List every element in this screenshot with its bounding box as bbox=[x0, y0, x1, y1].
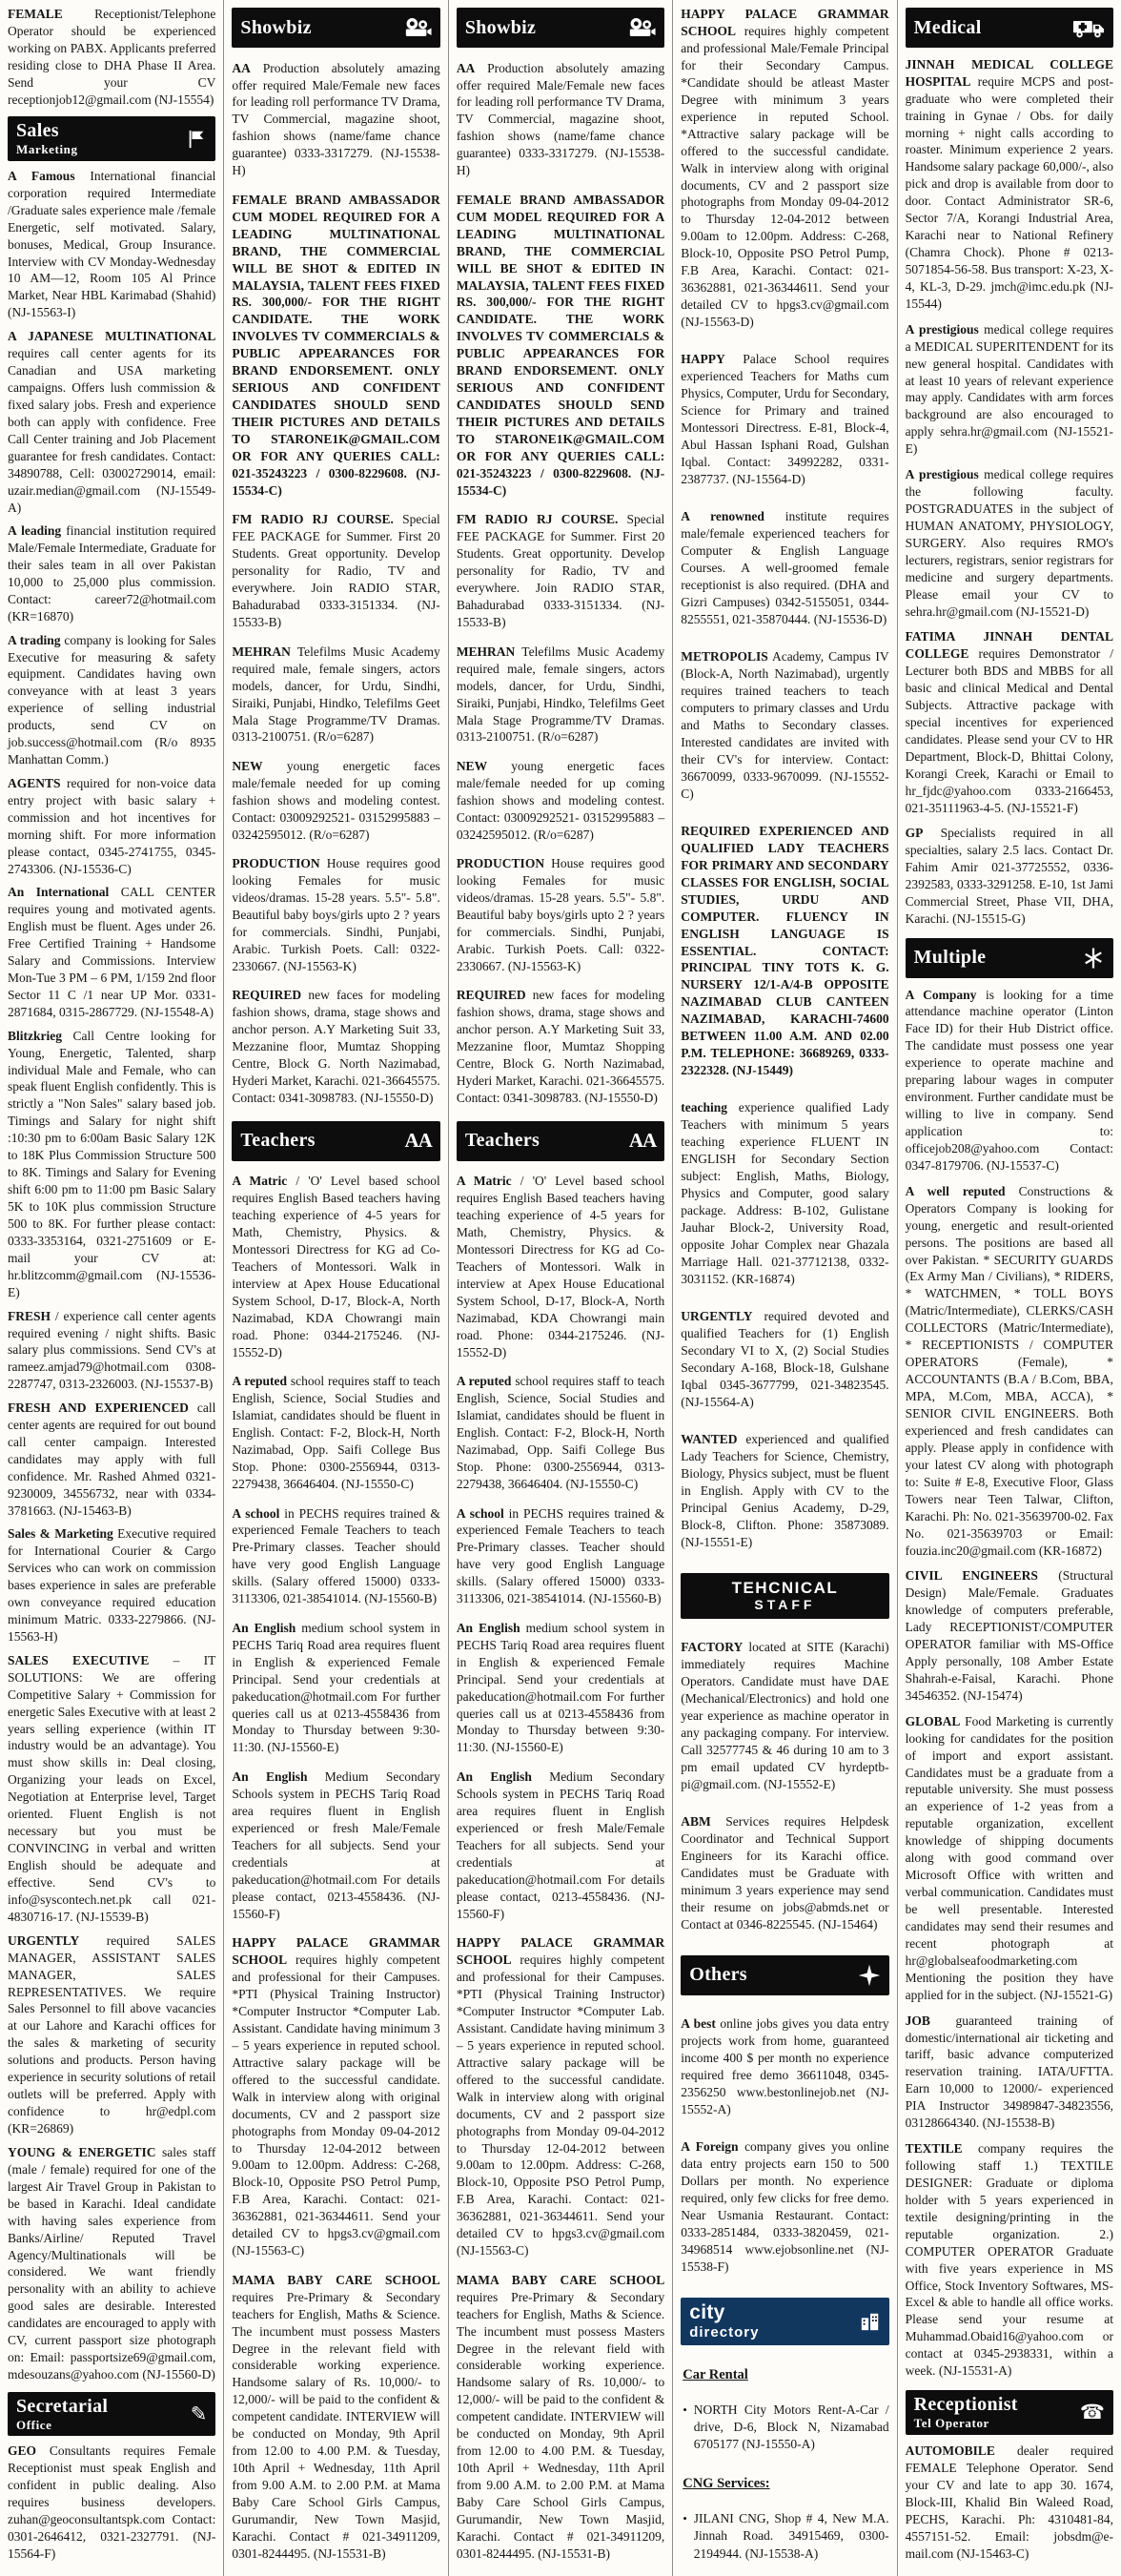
ad-text: located at SITE (Karachi) immediately requires Machine Operators. Candidate must have DAE (Mechanical/Electronics) and hold one year experience as machine operator in any packaging company. For interview. Call 32577745 & 46 during 10 am to 3 pm email updated CV hyrdeptb-pi@gmail.com. (NJ-15552-E) bbox=[681, 1640, 889, 1791]
classified-ad bbox=[681, 508, 888, 628]
ad-text: House requires good looking Females for music videos/dramas. 15-28 years. 5.5"- 5.8". Beautiful baby boys/girls upto 2 ? years for commercials. Sindhi, Punjabi, Arabic. Turkish Poets. Call: 0322-2330667. (NJ-15563-K) bbox=[232, 856, 440, 973]
ad-lead: REQUIRED bbox=[456, 988, 526, 1003]
ad-text: financial institution required Male/Female Intermediate, Graduate for their sales team in all over Pakistan 10,000 to 25,000 plus commission. Contact: career72@hotmail.com (KR=16870) bbox=[8, 523, 216, 624]
classified-ad bbox=[457, 2272, 664, 2563]
classified-ad bbox=[906, 2140, 1113, 2380]
ad-lead: A leading bbox=[8, 523, 62, 539]
ad-text: CUM MODEL REQUIRED FOR A LEADING MULTINATIONAL BRAND, THE COMMERCIAL WILL BE SHOT & EDITED IN MALAYSIA, TALENT FEES FIXED RS. 300,000/- FOR THE RIGHT CANDIDATE. THE WORK INVOLVES TV COMMERCIALS & PUBLIC APPEARANCES FOR BRAND ENDORSEMENT. ONLY SERIOUS AND CONFIDENT CANDIDATES SHOULD SEND THEIR PICTURES AND DETAILS TO STARONE1K@GMAIL.COM OR FOR ANY QUERIES CALL: 021-35243223 / 0300-8229608. (NJ-15534-C) bbox=[232, 209, 440, 498]
section-header-text bbox=[689, 1965, 747, 1985]
column-1 bbox=[0, 0, 223, 2576]
classified-ad bbox=[906, 2443, 1113, 2563]
classified-ad bbox=[906, 825, 1113, 928]
section-header-text bbox=[914, 18, 982, 38]
classified-ad bbox=[906, 628, 1113, 816]
ad-lead: A Matric bbox=[232, 1174, 288, 1189]
ad-text: required devoted and qualified Teachers for (1) English Secondary VI to X, (2) Social Studies Secondary A-168, Block-18, Gulshane Iqbal 0345-3677799, 021-34823545. (NJ-15564-A) bbox=[681, 1309, 889, 1409]
section-header-multiple bbox=[906, 938, 1113, 978]
ad-lead: FM RADIO RJ COURSE. bbox=[456, 512, 619, 527]
ad-text: school requires staff to teach English, Science, Social Studies and Islamiat, candidates should be fluent in English. Contact: F-2, Block-H, North Nazimabad, Opp. Saifi College Bus Stop. Phone: 0300-2556944, 0313-2279438, 36646404. (NJ-15550-C) bbox=[456, 1374, 665, 1491]
ad-lead: REQUIRED EXPERIENCED AND QUALIFIED LADY TEACHERS bbox=[681, 823, 889, 855]
ad-text: call center agents are required for out bound call center campaign. Interested candidates may apply with full confidence. Mr. Rashed Ahmed 0321-9230009, 34556732, near with 0334-3781663. (NJ-15463-B) bbox=[8, 1400, 216, 1518]
pen-icon: ✎ bbox=[190, 2402, 208, 2425]
ad-lead: REQUIRED bbox=[232, 988, 302, 1003]
section-title: Secretarial bbox=[16, 2395, 109, 2417]
ad-text: Palace School requires experienced Teachers for Maths cum Physics, Computer, Urdu for Secondary, Science for Primary and trained Montessori Directress. E-81, Block-4, Abul Hassan Isphani Road, Gulshan Iqbal. Contact: 34992282, 0331-2387737. (NJ-15564-D) bbox=[681, 352, 889, 486]
classified-ad bbox=[681, 1813, 888, 1933]
ad-text: Services requires Helpdesk Coordinator and Technical Support Engineers for its Karachi office. Candidates must be Graduate with minimum 3 years experience may send their resume on jobs@abmds.net or Contact at 0346-8225545. (NJ-15464) bbox=[681, 1813, 889, 1932]
ad-lead: A renowned bbox=[681, 509, 764, 524]
section-header-medical bbox=[906, 8, 1113, 48]
ad-lead: FRESH AND EXPERIENCED bbox=[8, 1400, 189, 1415]
ad-lead: An English bbox=[456, 1620, 520, 1635]
ad-text: in PECHS requires trained & experienced Female Teachers to teach Pre-Primary classes. Teacher should have very good English Language skills. (Salary offered 15000) 0333-3113306, 021-38541014. (NJ-15560-B) bbox=[456, 1505, 665, 1606]
ad-lead: HAPPY PALACE GRAMMAR SCHOOL bbox=[232, 1935, 440, 1968]
ad-text: CALL CENTER requires young and motivated agents. English must be fluent. Ages under 26. Free Certified Training + Handsome Salary and Commissions. Interview Mon-Tue 3 PM – 6 PM, 1/159 2nd floor Sector 11 C /1 near UP Mor. 0331-2871684, 0315-2867729. (NJ-15548-A) bbox=[8, 885, 216, 1019]
ad-text: Consultants requires Female Receptionist must speak English and confident in public dealing. Also requires business developers. zuhan@geoconsultantspk.com Contact: 0301-2646412, 0321-2327791. (NJ-15564-F) bbox=[8, 2443, 216, 2561]
ad-lead: JINNAH MEDICAL COLLEGE HOSPITAL bbox=[905, 56, 1114, 89]
ad-lead: HAPPY PALACE GRAMMAR SCHOOL bbox=[456, 1935, 665, 1968]
classified-ad bbox=[8, 168, 215, 322]
classified-ad bbox=[906, 1183, 1113, 1560]
ambulance-icon bbox=[1072, 17, 1105, 39]
ad-lead: A reputed bbox=[456, 1374, 512, 1389]
ad-text: / 'O' Level based school requires English Based teachers having teaching experience of 4-5 years for Math, Chemistry, Physics. & Montessori Directress for KG ad Co-Teachers of Montessori. Walk in interview at Apex House Educational System School, D-17, Block-A, North Nazimabad, KDA Chowrangi main road. Phone: 0344-2175246. (NJ-15552-D) bbox=[456, 1174, 665, 1360]
ad-lead: GEO bbox=[8, 2443, 37, 2459]
ad-text: Production absolutely amazing offer required Male/Female new faces for leading roll performance TV Drama, TV Commercial, magazine shoot, fashion shows (name/fame chance guarantee) 0333-3317279. (NJ-15538-H) bbox=[456, 60, 665, 178]
ad-text: new faces for modeling fashion shows, drama, stage shows and anchor person. A.Y Marketing Suit 33, Mezzanine floor, Mumtaz Shopping Centre, Block G. North Nazimabad, Hyderi Market, Karachi. 021-36645575. Contact: 0341-3098783. (NJ-15550-D) bbox=[456, 988, 665, 1106]
classified-ad bbox=[232, 1934, 439, 2259]
ad-lead: MEHRAN bbox=[232, 644, 291, 659]
ad-lead: A reputed bbox=[232, 1374, 288, 1389]
section-header-text bbox=[16, 2397, 108, 2432]
section-header-secretarial bbox=[8, 2392, 215, 2437]
ad-lead: FATIMA JINNAH DENTAL COLLEGE bbox=[905, 629, 1114, 662]
ad-text: is looking for a time attendance machine operator (Linton Face ID) for their Hub District office. The candidate must possess one year experience to operate machine and preparing labour wages in computer environment. Further candidate must be willing to live in company. Send application to: officejob208@yahoo.com Contact: 0347-8179706. (NJ-15537-C) bbox=[905, 987, 1114, 1174]
ad-text: school requires staff to teach English, Science, Social Studies and Islamiat, candidates should be fluent in English. Contact: F-2, Block-H, North Nazimabad, Opp. Saifi College Bus Stop. Phone: 0300-2556944, 0313-2279438, 36646404. (NJ-15550-C) bbox=[232, 1374, 440, 1491]
section-title: Sales bbox=[16, 120, 59, 142]
classified-ad bbox=[8, 1525, 215, 1646]
classified-ad bbox=[457, 855, 664, 975]
telephone-icon: ☎ bbox=[1079, 2400, 1106, 2423]
ad-lead: MAMA BABY CARE SCHOOL bbox=[232, 2272, 440, 2287]
ad-lead: A school bbox=[232, 1505, 280, 1521]
ad-text: requires Pre-Primary & Secondary teachers for English, Maths & Science. The incumbent must possess Masters Degree in the relevant field with considerable working experience. Handsome salary of Rs. 10,000/- to 12,000/- will be paid to the confident & competent candidate. INTERVIEW will be conducted on Monday, 9th April from 12.00 to 4.00 P.M. & Tuesday, 10th April + Wednesday, 11th April from 9.00 A.M. to 2.00 P.M. at Mama Baby Care School Girls Campus, Gurumandir, New Town Masjid, Karachi. Contact # 021-34911209, 0301-8244495. (NJ-15531-B) bbox=[232, 2289, 440, 2561]
ad-text: require MCPS and post-graduate who were completed their training in Gynae / Obs. for daily morning + night calls according to roaster. Minimum experience 2 years. Handsome salary package 60,000/-, also pick and drop is available from door to door. Contact Administrator SR-6, Sector 7/A, Korangi Industrial Area, Karachi near to National Refinery (Chamra Chock). Phone # 0213-5071854-56-58. Bus transport: X-23, X-4, KL-3, D-29. jmch@imc.edu.pk (NJ-15544) bbox=[905, 73, 1114, 312]
classified-ad bbox=[457, 987, 664, 1107]
classified-ad bbox=[681, 1639, 888, 1793]
classified-ad bbox=[906, 2013, 1113, 2133]
ad-lead: METROPOLIS bbox=[681, 649, 768, 664]
ad-text: Call Centre looking for Young, Energetic, Talented, sharp individual Male and Female, who can speak fluent English confidently. This is strictly a "Non Sales" salary based job. Timings and Salary for night shift :10:30 pm to 6:00am Basic Salary 12K to 18K Plus Commission Structure 500 to 8K. Timings and Salary for Evening shift 6:00 pm to 11:00 pm Basic Salary 5K to 10K plus commission Structure 500 to 8K. For further please contact: 0333-3353164, 0321-2751609 or E-mail your CV at: hr.blitzcomm@gmail.com (NJ-15536-E) bbox=[8, 1028, 216, 1299]
ad-text: Academy, Campus IV (Block-A, North Nazimabad), urgently requires trained teachers to teach computers to primary classes and Urdu and Maths to Secondary classes. Interested candidates are invited with their CV's for interview. Contact: 36670099, 0333-9670099. (NJ-15552-C) bbox=[681, 649, 889, 801]
ad-text: Production absolutely amazing offer required Male/Female new faces for leading roll performance TV Drama, TV Commercial, magazine shoot, fashion shows (name/fame chance guarantee) 0333-3317279. (NJ-15538-H) bbox=[232, 60, 440, 178]
ad-text: requires Demonstrator / Lecturer both BDS and MBBS for all basic and clinical Medical and Dental Subjects. Attractive package with special incentives for experienced candidates. Please send your CV to HR Department, Block-D, Bhittai Colony, Korangi Creek, Karachi or Email to hr_fjdc@yahoo.com 0333-2166453, 021-35111963-4-5. (NJ-15521-F) bbox=[905, 646, 1114, 815]
classified-ad bbox=[8, 884, 215, 1021]
ad-text: Executive required for International Courier & Cargo Services who can work on commission bases experience in sales are preferable own conveyance required education minimum Matric. 0333-2279866. (NJ-15563-H) bbox=[8, 1526, 216, 1645]
section-header-tehcnical bbox=[681, 1573, 888, 1619]
section-subtitle: directory bbox=[689, 2323, 760, 2341]
classified-ad bbox=[681, 2138, 888, 2276]
section-title: TEHCNICAL bbox=[731, 1578, 839, 1597]
ad-text: required SALES MANAGER, ASSISTANT SALES MANAGER, SALES REPRESENTATIVES. We require Sales Personnel to fill above vacancies at our Lahore and Karachi offices for the sales & marketing of security solutions and products. Person having experience in security solutions of retail outlets will be preferred. Apply with confidence to hr@edpl.com (KR=26869) bbox=[8, 1932, 216, 2136]
classified-ad bbox=[681, 1308, 888, 1411]
directory-item-text: JILANI CNG, Shop # 4, New M.A. Jinnah Road. 34915469, 0300-2194944. (NJ-15538-A) bbox=[693, 2511, 889, 2561]
ad-lead: FEMALE BRAND AMBASSADOR bbox=[456, 192, 665, 207]
classified-ad bbox=[457, 511, 664, 631]
ad-lead: TEXTILE bbox=[905, 2140, 963, 2156]
ad-lead: AGENTS bbox=[8, 775, 61, 790]
section-header-text bbox=[732, 1580, 839, 1613]
classified-ad bbox=[8, 2443, 215, 2563]
ad-lead: teaching bbox=[681, 1100, 727, 1115]
flag-chart-icon bbox=[186, 129, 207, 150]
ad-text: Food Marketing is currently looking for candidates for the position of import and export assistant. Candidates must be a graduate from a reputable university. She must possess an experience of 1-2 yeas from a reputable organization, excellent knowledge of shipping documents along with good command over Microsoft Office with written and verbal communication. Candidates must be well presentable. Interested candidates may send their resumes and recent photograph at hr@globalseafoodmarketing.com Mentioning the position they have applied for in the subject. (NJ-15521-G) bbox=[905, 1713, 1114, 2002]
ad-lead: NEW bbox=[232, 758, 263, 773]
section-header-text bbox=[465, 18, 536, 38]
classified-ad bbox=[8, 328, 215, 516]
ad-text: Medium Secondary Schools system in PECHS Tariq Road area requires fluent in English experienced or fresh Male/Female Teachers for all subjects. Send your credentials at pakeducation@hotmail.com For details please contact, 0213-4558436. (NJ-15560-F) bbox=[456, 1768, 665, 1921]
ad-text: in PECHS requires trained & experienced Female Teachers to teach Pre-Primary classes. Teacher should have very good English Language skills. (Salary offered 15000) 0333-3113306, 021-38541014. (NJ-15560-B) bbox=[232, 1505, 440, 1606]
ad-lead: GLOBAL bbox=[905, 1713, 961, 1728]
directory-item bbox=[683, 2510, 888, 2563]
column-3 bbox=[448, 0, 672, 2576]
ad-text: (Structural Design) Male/Female. Graduates knowledge of computers preferable, Lady RECEPTIONIST/COMPUTER OPERATOR familiar with MS-Office Apply personally, 108 Amber Estate Shahrah-e-Faisal, Karachi. Phone 34546352. (NJ-15474) bbox=[905, 1568, 1114, 1704]
bullet-dot: • bbox=[683, 2402, 687, 2418]
ad-text: young energetic faces male/female needed for up coming fashion shows and modeling contest. Contact: 03009292521- 03152995883 – 03242595012. (R/o=6287) bbox=[456, 758, 665, 842]
ad-lead: HAPPY bbox=[681, 352, 725, 367]
ad-lead: A Famous bbox=[8, 168, 75, 183]
ad-lead: Blitzkrieg bbox=[8, 1028, 62, 1043]
ad-lead: An English bbox=[456, 1768, 532, 1784]
classified-ad bbox=[457, 1620, 664, 1757]
classified-ad bbox=[457, 1373, 664, 1493]
ad-lead: AUTOMOBILE bbox=[905, 2443, 995, 2459]
ad-text: requires highly competent and professional for their Campuses. *PTI (Physical Training Instructor) *Computer Instructor *Computer Lab. Assistant. Candidate having minimum 3 – 5 years experience in reputed school. Attractive salary package will be offered to the successful candidate. Walk in interview along with original documents, CV and 2 passport size photographs from Monday 09-04-2012 to Thursday 12-04-2012 between 9.00am to 12.00pm. Address: C-268, Block-10, Opposite PSO Petrol Pump, F.B Area, Karachi. Contact: 021-36362881, 021-36344611. Send your detailed CV to hpgs3.cv@gmail.com (NJ-15563-C) bbox=[456, 1952, 665, 2259]
ad-text: sales staff (male / female) required for one of the largest Air Travel Group in Pakistan to be based in Karachi. Ideal candidate with having sales experience from Banks/Airline/ Reputed Travel Agency/Multinationals will be considered. We want friendly personality with an ability to achieve good sales are desirable. Interested candidates are encouraged to apply with CV, current passport size photograph on: Email: passportsize69@gmail.com, mdesouzans@yahoo.com (NJ-15560-D) bbox=[8, 2144, 216, 2382]
section-subtitle: Tel Operator bbox=[913, 2415, 989, 2430]
classified-ad bbox=[457, 644, 664, 746]
classified-ad bbox=[457, 192, 664, 500]
section-subtitle: Marketing bbox=[16, 142, 78, 157]
classified-ad bbox=[457, 758, 664, 844]
ad-lead: FACTORY bbox=[681, 1640, 744, 1655]
ad-lead: An English bbox=[232, 1620, 296, 1635]
classified-ad bbox=[232, 758, 439, 844]
ad-lead: ABM bbox=[681, 1813, 711, 1829]
classified-ad bbox=[8, 1308, 215, 1394]
section-header-city bbox=[681, 2298, 888, 2345]
section-title: Others bbox=[689, 1964, 747, 1986]
classified-ad bbox=[681, 351, 888, 488]
ad-lead: YOUNG & ENERGETIC bbox=[8, 2144, 156, 2159]
ad-lead: GP bbox=[905, 826, 924, 841]
classified-ad bbox=[232, 60, 439, 180]
ad-lead: WANTED bbox=[681, 1432, 738, 1447]
buildings-icon bbox=[860, 2311, 881, 2332]
ad-lead: FRESH bbox=[8, 1308, 51, 1323]
ad-text: International financial corporation required Intermediate /Graduate sales experience male /female Energetic, self motivated. Salary, bonuses, Medical, Group Insurance. Interview with CV Monday-Wednesday 10 AM—12, Room 105 Al Prince Market, Near HBL Karimabad (Shahid) (NJ-15563-I) bbox=[8, 168, 216, 320]
ad-lead: MEHRAN bbox=[456, 644, 516, 659]
section-header-text bbox=[240, 18, 311, 38]
ad-lead: URGENTLY bbox=[681, 1309, 753, 1324]
ad-text: online jobs gives you data entry projects work from home, guaranteed income 400 $ per month no experience required free demo 36611048, 0345-2356250 www.bestonlinejob.net (NJ-15552-A) bbox=[681, 2016, 889, 2116]
classified-ad bbox=[232, 1620, 439, 1757]
ad-lead: A Company bbox=[905, 987, 977, 1002]
ad-text: – IT SOLUTIONS: We are offering Competitive Salary + Commission for energetic Sales Executive with at least 2 years selling experience (within IT industry would be an advantage). You must show skills in: Deal closing, Organizing your leads on Excel, Negotiation at Enterprise level, Target oriented. Fluent English is not necessary but you must be CONVINCING in verbal and written English should be adequate and effective. Send CV's to info@syscontech.net.pk call 021-4830716-17. (NJ-15539-B) bbox=[8, 1652, 216, 1925]
section-header-receptionist bbox=[906, 2390, 1113, 2435]
section-title: Multiple bbox=[913, 947, 987, 969]
section-header-showbiz bbox=[232, 8, 439, 48]
ad-text: Specialists required in all specialties, salary 2.5 lacs. Contact Dr. Fahim Amir 021-37725552, 0336-2392583, 0333-3291258. E-10, 1st Jami Commercial Street, Phase VII, DHA, Karachi. (NJ-15515-G) bbox=[905, 826, 1114, 927]
section-header-teachers bbox=[232, 1121, 439, 1161]
classified-ad bbox=[232, 1373, 439, 1493]
ad-text: Special FEE PACKAGE for Summer. First 20 Students. Great opportunity. Develop personality for Radio, TV and everywhere. Join RADIO STAR, Bahadurabad 0333-3151334. (NJ-15533-B) bbox=[232, 512, 440, 630]
ad-lead: FEMALE BRAND AMBASSADOR bbox=[232, 192, 440, 207]
section-title: Teachers bbox=[464, 1130, 540, 1152]
classified-ad bbox=[906, 466, 1113, 621]
ad-lead: A prestigious bbox=[905, 321, 979, 337]
classified-ad bbox=[457, 1173, 664, 1360]
ad-lead: A best bbox=[681, 2016, 716, 2032]
ad-lead: A Foreign bbox=[681, 2138, 739, 2154]
classified-ad bbox=[681, 6, 888, 331]
ad-lead: MAMA BABY CARE SCHOOL bbox=[456, 2272, 665, 2287]
ad-text: medium school system in PECHS Tariq Road area requires fluent in English & experienced Female Principal. Send your credentials at pakeducation@hotmail.com For further queries call us at 0213-4558436 from Monday to Thursday between 9:30-11:30. (NJ-15560-E) bbox=[456, 1620, 665, 1755]
classified-ad bbox=[457, 1505, 664, 1608]
classified-ad bbox=[8, 632, 215, 769]
classified-ad bbox=[232, 2272, 439, 2563]
classified-ad bbox=[906, 1567, 1113, 1705]
column-2 bbox=[223, 0, 447, 2576]
ad-lead: FEMALE bbox=[8, 7, 63, 21]
directory-subhead: CNG Services: bbox=[683, 2475, 770, 2491]
classified-ad bbox=[457, 60, 664, 180]
section-title: Medical bbox=[913, 16, 982, 38]
ad-text: experienced and qualified Lady Teachers for Science, Chemistry, Biology, Physics subject, must be fluent in English. Apply with CV to the Principal Genius Academy, D-29, Block-8, Clifton. Phone: 35873089. (NJ-15551-E) bbox=[681, 1432, 889, 1549]
classified-ad bbox=[681, 648, 888, 803]
ad-text: experience qualified Lady Teachers with minimum 5 years teaching experience FLUENT IN ENGLISH for Secondary Section subject: English, Maths, Biology, Physics and Computer, good salary package. Address: B-102, Gulistane Jauhar Block-2, University Road, opposite Johar Complex near Ghazala Marriage Hall. 021-37712138, 0332-3031152. (KR-16874) bbox=[681, 1100, 889, 1286]
section-header-text bbox=[240, 1131, 315, 1151]
classified-ad bbox=[232, 1768, 439, 1923]
ad-text: medical college requires a MEDICAL SUPERITENDENT for its new general hospital. Candidates with at least 10 years of relevant experience may apply. Candidates with arm forces background are also encouraged to apply sehra.hr@gmail.com (NJ-15521-E) bbox=[905, 321, 1114, 457]
section-header-text bbox=[16, 121, 78, 156]
classified-ad bbox=[906, 1713, 1113, 2004]
ad-lead: AA bbox=[456, 60, 476, 75]
ad-lead: Sales & Marketing bbox=[8, 1526, 113, 1542]
ad-text: Constructions & Operators Company is looking for young, energetic and result-oriented persons. The positions are based all over Pakistan. * SECURITY GUARDS (Ex Army Man / Civilians), * RIDERS, * WATCHMEN, * TOLL BOYS (Matric/Intermediate), CLERKS/CASH COLLECTORS (Matric/Intermediate), * RECEPTIONISTS / COMPUTER OPERATORS (Female), * ACCOUNTANTS (B.A / B.Com, BBA, MPA, M.Com, MBA, ACCA), * SENIOR CIVIL ENGINEERS. Both experienced and fresh candidates can apply. Please apply in confidence with your latest CV along with photograph to: Suite # E-8, Executive Floor, Glass Towers near Teen Talwar, Clifton, Karachi. Ph: No. 021-35639700-02. Fax No. 021-35639703 or Email: fouzia.inc20@gmail.com (KR-16872) bbox=[905, 1183, 1114, 1558]
ad-text: requires call center agents for its Canadian and USA marketing campaigns. Offers lush commission & fixed salary jobs. Fresh and experience both can apply with confidence. Free Call Center training and Job Placement guarantee for fresh candidates. Contact: 34890788, Cell: 03002729014, email: uzair.median@gmail.com (NJ-15549-A) bbox=[8, 345, 216, 515]
ad-text: medical college requires the following faculty. POSTGRADUATES in the subject of HUMAN ANATOMY, PHYSIOLOGY, SURGERY. Also requires RMO's lecturers, registrars, senior registrars for medicine and surgery departments. Please email your CV to sehra.hr@gmail.com (NJ-15521-D) bbox=[905, 466, 1114, 619]
ad-lead: SALES EXECUTIVE bbox=[8, 1652, 150, 1667]
classified-ad bbox=[681, 1431, 888, 1551]
ad-lead: NEW bbox=[456, 758, 488, 773]
ad-lead: CIVIL ENGINEERS bbox=[905, 1568, 1038, 1584]
classified-ad bbox=[906, 987, 1113, 1175]
ad-text: young energetic faces male/female needed for up coming fashion shows and modeling contest. Contact: 03009292521- 03152995883 – 03242595012. (R/o=6287) bbox=[232, 758, 440, 842]
ad-text: Medium Secondary Schools system in PECHS Tariq Road area requires fluent in English experienced or fresh Male/Female Teachers for all subjects. Send your credentials at pakeducation@hotmail.com For details please contact, 0213-4558436. (NJ-15560-F) bbox=[232, 1768, 440, 1921]
classified-ad bbox=[232, 855, 439, 975]
classified-ad bbox=[232, 511, 439, 631]
ad-text: institute requires male/female experienced teachers for Computer & English Language Courses. A well-groomed female receptionist is also required. (DHA and Gizri Campuses) 0342-5155051, 0344-8255551, 021-35870444. (NJ-15536-D) bbox=[681, 509, 889, 626]
classified-ad bbox=[8, 1932, 215, 2137]
ad-text: required for non-voice data entry project with basic salary + commission and hot incentives for morning shift. For more information please contact, 0345-2741755, 0345-2743306. (NJ-15536-C) bbox=[8, 775, 216, 876]
film-projector-icon bbox=[403, 17, 432, 39]
column-4 bbox=[672, 0, 896, 2576]
asterisk-star-icon bbox=[1082, 947, 1105, 970]
section-title: Showbiz bbox=[464, 16, 537, 38]
classified-ad bbox=[8, 2144, 215, 2383]
aa-letters-icon: AA bbox=[628, 1129, 657, 1153]
ad-text: Special FEE PACKAGE for Summer. First 20 Students. Great opportunity. Develop personality for Radio, TV and everywhere. Join RADIO STAR, Bahadurabad 0333-3151334. (NJ-15533-B) bbox=[456, 512, 665, 630]
classified-ad bbox=[906, 321, 1113, 459]
section-header-text bbox=[465, 1131, 540, 1151]
film-projector-icon bbox=[627, 17, 656, 39]
ad-lead: AA bbox=[232, 60, 251, 75]
section-title: Teachers bbox=[240, 1130, 316, 1152]
ad-text: dealer required FEMALE Telephone Operator. Send your CV and late to app 30. 1674, Block-III, Khalid Bin Waleed Road, PECHS, Karachi. Ph: 4310481-84, 4557151-52. Email: jobsdm@e-mail.com (NJ-15463-C) bbox=[905, 2443, 1114, 2561]
section-subtitle: STAFF bbox=[754, 1597, 816, 1613]
ad-text: / 'O' Level based school requires English Based teachers having teaching experience of 4-5 years for Math, Chemistry, Physics. & Montessori Directress for KG ad Co-Teachers of Montessori. Walk in interview at Apex House Educational System School, D-17, Block-A, North Nazimabad, KDA Chowrangi main road. Phone: 0344-2175246. (NJ-15552-D) bbox=[232, 1174, 440, 1360]
ad-lead: JOB bbox=[905, 2013, 930, 2028]
ad-lead: PRODUCTION bbox=[232, 856, 320, 871]
classified-ad bbox=[681, 1099, 888, 1287]
ad-lead: A well reputed bbox=[905, 1183, 1006, 1198]
ad-lead: A Matric bbox=[456, 1174, 512, 1189]
classified-ad bbox=[232, 987, 439, 1107]
ad-text: Receptionist/Telephone Operator should be experienced working on PABX. Applicants preferred residing close to DHA Phase II Area. Send your CV receptionjob12@gmail.com (NJ-15554) bbox=[8, 7, 216, 107]
ad-lead: An International bbox=[8, 885, 110, 900]
ad-text: Telefilms Music Academy required male, female singers, actors models, dancer, for Urdu, Sindhi, Siraiki, Punjabi, Hindko, Telefilms Geet Mala Stage Programme/TV Dramas. 0313-2100751. (R/o=6287) bbox=[456, 644, 665, 745]
classified-ad bbox=[8, 1652, 215, 1926]
ad-lead: A trading bbox=[8, 632, 61, 647]
section-header-sales bbox=[8, 116, 215, 161]
section-title: Receptionist bbox=[913, 2393, 1018, 2415]
classified-ad bbox=[8, 6, 215, 109]
section-header-text bbox=[914, 2395, 1018, 2430]
classified-ad bbox=[232, 644, 439, 746]
ad-lead: A JAPANESE MULTINATIONAL bbox=[8, 329, 216, 343]
ad-text: company is looking for Sales Executive for measuring & safety equipment. Candidates having own conveyance with at least 3 years experience of selling industrial products, send CV on job.success@hotmail.com (R/o 8935 Manhattan Comm.) bbox=[8, 632, 216, 767]
classified-ad bbox=[8, 1028, 215, 1301]
section-header-text bbox=[689, 2302, 759, 2341]
ad-text: guaranteed training of domestic/international air ticketing and tariff, basic advance computerized reservation training. IATA/UFTTA. Earn 10,000 to 12000/- experienced PIA Instructor 34989847-34823556, 03128664340. (NJ-15538-B) bbox=[905, 2013, 1114, 2131]
classified-ad bbox=[232, 1173, 439, 1360]
classified-ad bbox=[906, 56, 1113, 313]
ad-lead: An English bbox=[232, 1768, 308, 1784]
bullet-dot: • bbox=[683, 2511, 687, 2526]
ad-lead: URGENTLY bbox=[8, 1932, 80, 1948]
ad-lead: PRODUCTION bbox=[456, 856, 545, 871]
ad-text: requires highly competent and professional for their Campuses. *PTI (Physical Training Instructor) *Computer Instructor *Computer Lab. Assistant. Candidate having minimum 3 – 5 years experience in reputed school. Attractive salary package will be offered to the successful candidate. Walk in interview along with original documents, CV and 2 passport size photographs from Monday 09-04-2012 to Thursday 12-04-2012 between 9.00am to 12.00pm. Address: C-268, Block-10, Opposite PSO Petrol Pump, F.B Area, Karachi. Contact: 021-36362881, 021-36344611. Send your detailed CV to hpgs3.cv@gmail.com (NJ-15563-C) bbox=[232, 1952, 440, 2259]
directory-subhead: Car Rental bbox=[683, 2366, 748, 2382]
four-point-star-icon bbox=[858, 1964, 881, 1987]
ad-text: requires highly competent and professional Male/Female Principal for their Secondary Campus. *Candidate should be atleast Master Degree with minimum 3 years experience in reputed School. *Attractive salary package will be offered to the successful candidate. Walk in interview along with original documents, CV and 2 passport size photographs from Monday 09-04-2012 to Thursday 12-04-2012 between 9.00am to 12.00pm. Address: C-268, Block-10, Opposite PSO Petrol Pump, F.B Area, Karachi. Contact: 021-36362881, 021-36344611. Send your detailed CV to hpgs3.cv@gmail.com (NJ-15563-D) bbox=[681, 23, 889, 330]
section-subtitle: Office bbox=[16, 2417, 52, 2432]
classified-ad bbox=[232, 1505, 439, 1608]
ad-lead: A school bbox=[456, 1505, 504, 1521]
ad-text: requires Pre-Primary & Secondary teachers for English, Maths & Science. The incumbent must possess Masters Degree in the relevant field with considerable working experience. Handsome salary of Rs. 10,000/- to 12,000/- will be paid to the confident & competent candidate. INTERVIEW will be conducted on Monday, 9th April from 12.00 to 4.00 P.M. & Tuesday, 10th April + Wednesday, 11th April from 9.00 A.M. to 2.00 P.M. at Mama Baby Care School Girls Campus, Gurumandir, New Town Masjid, Karachi. Contact # 021-34911209, 0301-8244495. (NJ-15531-B) bbox=[456, 2289, 665, 2561]
directory-item-text: NORTH City Motors Rent-A-Car / drive, D-6, Block N, Nizamabad 6705177 (NJ-15550-A) bbox=[693, 2402, 889, 2452]
section-header-showbiz bbox=[457, 8, 664, 48]
classified-ad bbox=[8, 775, 215, 878]
ad-lead: A prestigious bbox=[905, 466, 979, 481]
classified-ad bbox=[457, 1768, 664, 1923]
ad-lead: FM RADIO RJ COURSE. bbox=[232, 512, 394, 527]
ad-text: company requires the following staff 1.) TEXTILE DESIGNER: Graduate or diploma holder with 5 years experienced in textile designing/printing in the reputable organization. 2.) COMPUTER OPERATOR Graduate with five years experience in MS Office, Stock Inventory Softwares, MS-Excel & able to handle all office works. Please send your resume at Muhammad.Obaid16@yahoo.com or contact at 0345-2938331, within a week. (NJ-15531-A) bbox=[905, 2140, 1114, 2379]
ad-text: House requires good looking Females for music videos/dramas. 15-28 years. 5.5"- 5.8". Beautiful baby boys/girls upto 2 ? years for commercials. Sindhi, Punjabi, Arabic. Turkish Poets. Call: 0322-2330667. (NJ-15563-K) bbox=[456, 856, 665, 973]
ad-text: company gives you online data entry projects earn 150 to 500 Dollars per month. No experience required, only few clicks for free demo. Near Usmania Restaurant. Contact: 0333-2851484, 0333-3820459, 021-34968514 www.ejobsonline.net (NJ-15538-F) bbox=[681, 2138, 889, 2274]
classified-ad bbox=[232, 192, 439, 500]
section-header-text bbox=[914, 948, 987, 968]
ad-text: CUM MODEL REQUIRED FOR A LEADING MULTINATIONAL BRAND, THE COMMERCIAL WILL BE SHOT & EDITED IN MALAYSIA, TALENT FEES FIXED RS. 300,000/- FOR THE RIGHT CANDIDATE. THE WORK INVOLVES TV COMMERCIALS & PUBLIC APPEARANCES FOR BRAND ENDORSEMENT. ONLY SERIOUS AND CONFIDENT CANDIDATES SHOULD SEND THEIR PICTURES AND DETAILS TO STARONE1K@GMAIL.COM OR FOR ANY QUERIES CALL: 021-35243223 / 0300-8229608. (NJ-15534-C) bbox=[456, 209, 665, 498]
classified-ad bbox=[681, 2015, 888, 2118]
classified-ad bbox=[8, 522, 215, 625]
ad-text: new faces for modeling fashion shows, drama, stage shows and anchor person. A.Y Marketing Suit 33, Mezzanine floor, Mumtaz Shopping Centre, Block G. North Nazimabad, Hyderi Market, Karachi. 021-36645575. Contact: 0341-3098783. (NJ-15550-D) bbox=[232, 988, 440, 1106]
ad-lead: HAPPY PALACE GRAMMAR SCHOOL bbox=[681, 7, 889, 38]
ad-text: medium school system in PECHS Tariq Road area requires fluent in English & experienced Female Principal. Send your credentials at pakeducation@hotmail.com For further queries call us at 0213-4558436 from Monday to Thursday between 9:30-11:30. (NJ-15560-E) bbox=[232, 1620, 440, 1755]
ad-text: FOR PRIMARY AND SECONDARY CLASSES FOR ENGLISH, SOCIAL STUDIES, URDU AND COMPUTER. FLUENCY IN ENGLISH LANGUAGE IS ESSENTIAL. CONTACT: PRINCIPAL TINY TOTS K. G. NURSERY 12/1-A/4-B OPPOSITE NAZIMABAD CLUB CANTEEN NAZIMABAD, KARACHI-74600 BETWEEN 11.00 A.M. AND 02.00 P.M. TELEPHONE: 36689269, 0333-2322328. (NJ-15449) bbox=[681, 857, 889, 1078]
column-5 bbox=[897, 0, 1121, 2576]
classified-ad bbox=[457, 1934, 664, 2259]
classified-ad bbox=[681, 823, 888, 1079]
section-title: Showbiz bbox=[240, 16, 312, 38]
aa-letters-icon: AA bbox=[404, 1129, 432, 1153]
section-title: city bbox=[689, 2300, 725, 2323]
section-header-teachers bbox=[457, 1121, 664, 1161]
ad-text: Telefilms Music Academy required male, female singers, actors models, dancer, for Urdu, Sindhi, Siraiki, Punjabi, Hindko, Telefilms Geet Mala Stage Programme/TV Dramas. 0313-2100751. (R/o=6287) bbox=[232, 644, 440, 745]
ad-text: / experience call center agents required evening / night shifts. Basic salary plus commissions. Send CV's at rameez.amjad79@hotmail.com 0308-2287747, 0313-2326003. (NJ-15537-B) bbox=[8, 1308, 216, 1392]
classified-ad bbox=[8, 1400, 215, 1520]
directory-item bbox=[683, 2402, 888, 2454]
section-header-others bbox=[681, 1955, 888, 1995]
